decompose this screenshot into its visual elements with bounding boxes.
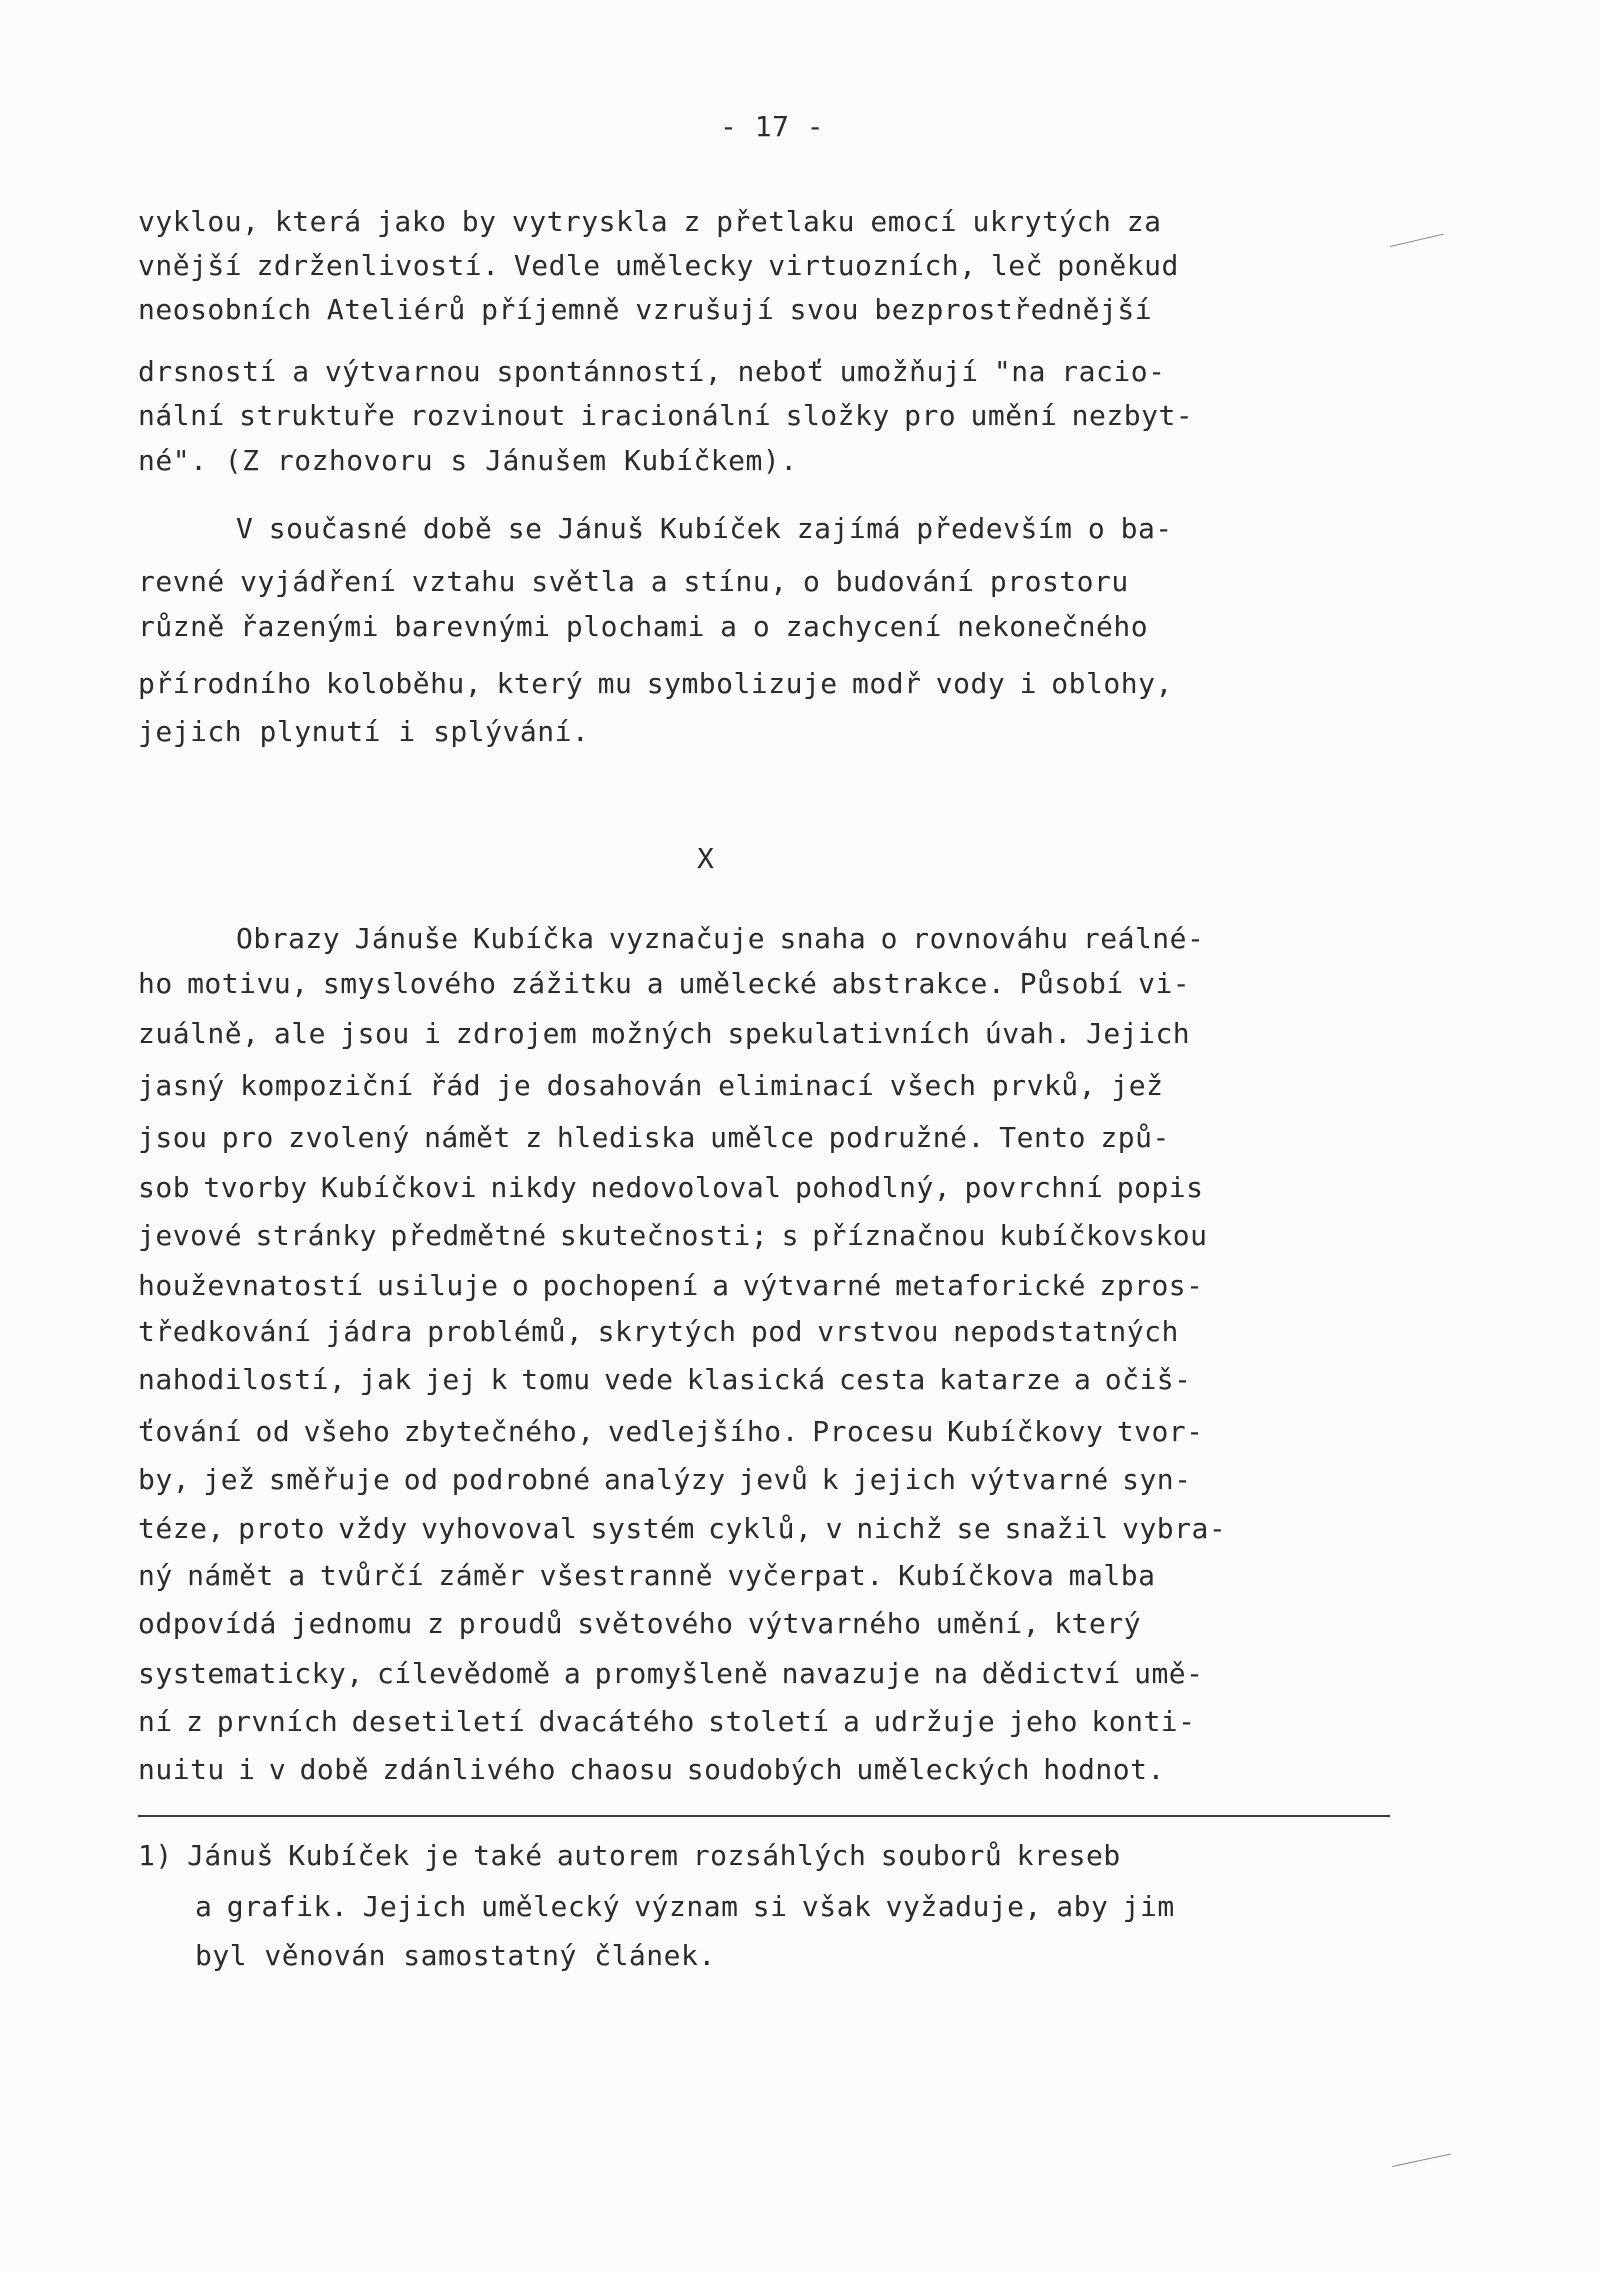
paragraph-3-line: nuitu i v době zdánlivého chaosu soudobých uměleckých hodnot. xyxy=(138,1753,1165,1786)
footnote-line: byl věnován samostatný článek. xyxy=(195,1939,716,1972)
paragraph-1-line: neosobních Ateliérů příjemně vzrušují svou bezprostřednější xyxy=(138,293,1153,326)
paragraph-1-line: drsností a výtvarnou spontánností, neboť umožňují "na racio- xyxy=(138,355,1166,388)
paragraph-3-line: nahodilostí, jak jej k tomu vede klasická cesta katarze a očiš- xyxy=(138,1363,1192,1396)
page-number: - 17 - xyxy=(720,110,825,143)
paragraph-3-line: by, jež směřuje od podrobné analýzy jevů k jejich výtvarné syn- xyxy=(138,1463,1192,1496)
footnote-line: 1) Jánuš Kubíček je také autorem rozsáhlých souborů kreseb xyxy=(138,1839,1121,1872)
paragraph-2-line: V současné době se Jánuš Kubíček zajímá především o ba- xyxy=(236,512,1173,545)
scan-mark xyxy=(1390,234,1444,247)
paragraph-1-line: vyklou, která jako by vytryskla z přetlaku emocí ukrytých za xyxy=(138,205,1162,238)
paragraph-3-line: systematicky, cílevědomě a promyšleně navazuje na dědictví umě- xyxy=(138,1657,1204,1690)
paragraph-3-line: jevové stránky předmětné skutečnosti; s příznačnou kubíčkovskou xyxy=(138,1219,1208,1252)
paragraph-3-line: zuálně, ale jsou i zdrojem možných spekulativních úvah. Jejich xyxy=(138,1017,1191,1050)
paragraph-1-line: nální struktuře rozvinout iracionální složky pro umění nezbyt- xyxy=(138,399,1194,432)
paragraph-2-line: přírodního koloběhu, který mu symbolizuje modř vody i oblohy, xyxy=(138,667,1173,700)
footnote-line: a grafik. Jejich umělecký význam si však vyžaduje, aby jim xyxy=(195,1890,1175,1923)
paragraph-2-line: revné vyjádření vztahu světla a stínu, o budování prostoru xyxy=(138,565,1129,598)
paragraph-3-line: jasný kompoziční řád je dosahován eliminací všech prvků, jež xyxy=(138,1069,1164,1102)
paragraph-1-line: né". (Z rozhovoru s Jánušem Kubíčkem). xyxy=(138,444,798,477)
paragraph-3-line: houževnatostí usiluje o pochopení a výtvarné metaforické zpros- xyxy=(138,1269,1204,1302)
paragraph-3-line: tředkování jádra problémů, skrytých pod vrstvou nepodstatných xyxy=(138,1315,1179,1348)
paragraph-3-line: ný námět a tvůrčí záměr všestranně vyčerpat. Kubíčkova malba xyxy=(138,1559,1156,1592)
section-title: X xyxy=(697,842,715,875)
paragraph-3-line: ťování od všeho zbytečného, vedlejšího. Procesu Kubíčkovy tvor- xyxy=(138,1415,1204,1448)
paragraph-3-line: Obrazy Jánuše Kubíčka vyznačuje snaha o rovnováhu reálné- xyxy=(236,922,1205,955)
paragraph-3-line: odpovídá jednomu z proudů světového výtvarného umění, který xyxy=(138,1607,1142,1640)
paragraph-2-line: různě řazenými barevnými plochami a o zachycení nekonečného xyxy=(138,610,1149,643)
paragraph-3-line: jsou pro zvolený námět z hlediska umělce podružné. Tento způ- xyxy=(138,1121,1170,1154)
paragraph-3-line: ní z prvních desetiletí dvacátého století a udržuje jeho konti- xyxy=(138,1705,1196,1738)
paragraph-2-line: jejich plynutí i splývání. xyxy=(138,715,590,748)
footnote-separator xyxy=(138,1815,1390,1817)
paragraph-3-line: téze, proto vždy vyhovoval systém cyklů, v nichž se snažil vybra- xyxy=(138,1512,1227,1545)
paragraph-3-line: ho motivu, smyslového zážitku a umělecké abstrakce. Působí vi- xyxy=(138,967,1191,1000)
paragraph-3-line: sob tvorby Kubíčkovi nikdy nedovoloval pohodlný, povrchní popis xyxy=(138,1171,1204,1204)
scan-mark xyxy=(1392,2154,1451,2167)
paragraph-1-line: vnější zdrženlivostí. Vedle umělecky virtuozních, leč poněkud xyxy=(138,249,1179,282)
